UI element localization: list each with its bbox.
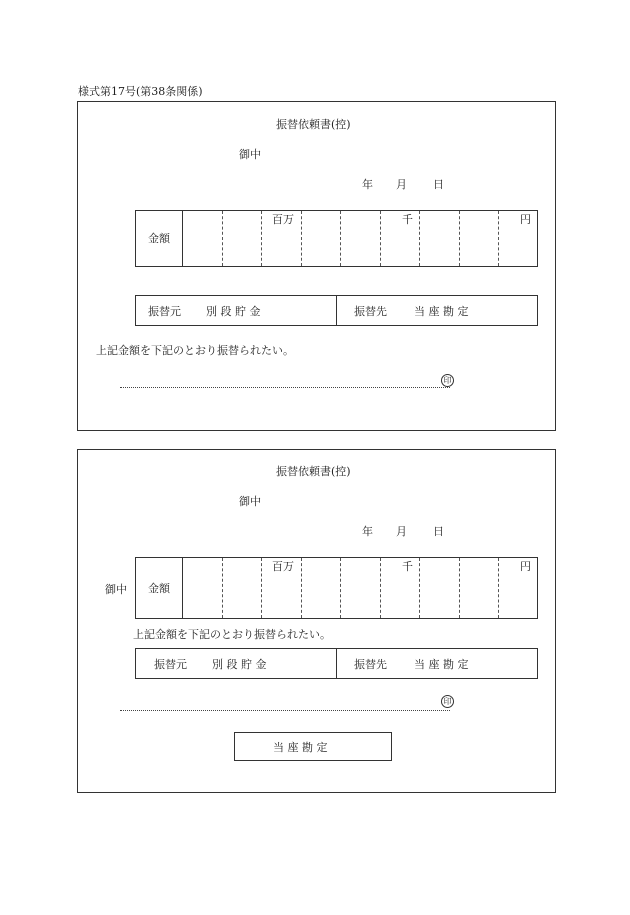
transfer-row — [135, 295, 538, 326]
amount-grid — [135, 210, 538, 267]
transfer-to-label: 振替先 — [354, 658, 387, 671]
digit-divider — [340, 558, 341, 618]
amount-label: 金額 — [148, 232, 170, 245]
transfer-to-label: 振替先 — [354, 305, 387, 318]
transfer-request-form-2 — [77, 449, 556, 793]
request-text: 上記金額を下記のとおり振替られたい。 — [96, 344, 294, 357]
signature-line — [120, 387, 450, 388]
digit-divider — [261, 558, 262, 618]
unit-thousand: 千 — [402, 560, 413, 573]
digit-divider — [498, 558, 499, 618]
transfer-from-value: 別 段 貯 金 — [206, 305, 261, 318]
addressee-suffix: 御中 — [239, 148, 261, 161]
form-number: 様式第17号(第38条関係) — [78, 85, 203, 98]
left-addressee: 御中 — [105, 583, 127, 596]
date-month: 月 — [396, 178, 407, 191]
date-year: 年 — [362, 525, 373, 538]
date-day: 日 — [433, 178, 444, 191]
transfer-to-value: 当 座 勘 定 — [414, 305, 469, 318]
divider — [182, 558, 183, 618]
digit-divider — [380, 211, 381, 266]
digit-divider — [222, 558, 223, 618]
digit-divider — [301, 558, 302, 618]
transfer-to-value: 当 座 勘 定 — [414, 658, 469, 671]
date-year: 年 — [362, 178, 373, 191]
unit-million: 百万 — [272, 213, 294, 226]
digit-divider — [380, 558, 381, 618]
digit-divider — [340, 211, 341, 266]
transfer-from-label: 振替元 — [148, 305, 181, 318]
form-title: 振替依頼書(控) — [276, 118, 351, 131]
digit-divider — [459, 211, 460, 266]
signature-line — [120, 710, 450, 711]
digit-divider — [498, 211, 499, 266]
seal-icon: 印 — [441, 695, 454, 708]
digit-divider — [419, 211, 420, 266]
unit-yen: 円 — [520, 213, 531, 226]
amount-label: 金額 — [148, 582, 170, 595]
divider — [182, 211, 183, 266]
account-box — [234, 732, 392, 761]
digit-divider — [261, 211, 262, 266]
seal-icon: 印 — [441, 374, 454, 387]
transfer-from-label: 振替元 — [154, 658, 187, 671]
digit-divider — [301, 211, 302, 266]
unit-yen: 円 — [520, 560, 531, 573]
transfer-request-form-1 — [77, 101, 556, 431]
account-box-label: 当 座 勘 定 — [273, 741, 328, 754]
digit-divider — [222, 211, 223, 266]
divider — [336, 649, 337, 678]
date-day: 日 — [433, 525, 444, 538]
digit-divider — [419, 558, 420, 618]
digit-divider — [459, 558, 460, 618]
transfer-row — [135, 648, 538, 679]
unit-thousand: 千 — [402, 213, 413, 226]
unit-million: 百万 — [272, 560, 294, 573]
amount-grid — [135, 557, 538, 619]
request-text: 上記金額を下記のとおり振替られたい。 — [133, 628, 331, 641]
transfer-from-value: 別 段 貯 金 — [212, 658, 267, 671]
form-title: 振替依頼書(控) — [276, 465, 351, 478]
divider — [336, 296, 337, 325]
addressee-suffix: 御中 — [239, 495, 261, 508]
date-month: 月 — [396, 525, 407, 538]
